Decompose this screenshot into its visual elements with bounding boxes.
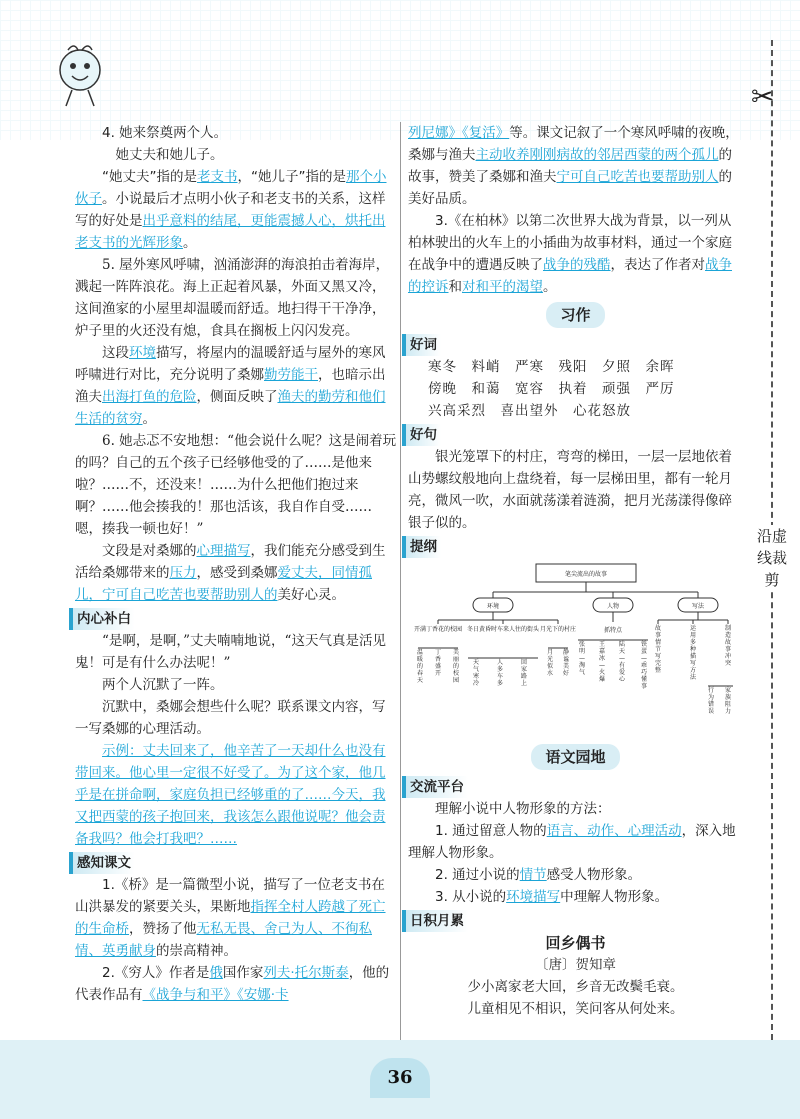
q5-quote: 5. 屋外寒风呼啸，汹涌澎湃的海浪拍击着海岸，溅起一阵阵浪花。海上正起着风暴，外面又黑又冷，这间渔家的小屋里却温暖而舒适。地扫得干干净净，炉子里的火还没有熄，食具在搁板上闪闪发亮。 — [75, 257, 390, 339]
poem-line: 儿童相见不相识，笑问客从何处来。 — [467, 1001, 684, 1017]
q4-answer: “她丈夫”指的是老支书，“她儿子”指的是那个小伙子。小说最后才点明小伙子和老支书的关系，这样写的好处是出乎意料的结尾，更能震撼人心，烘托出老支书的光辉形象。 — [75, 169, 387, 251]
outline-label-pc: 陆天—有爱心 — [618, 641, 626, 683]
section-inner-heading: 内心补白 — [69, 608, 135, 630]
words-line: 傍晚 和蔼 宽容 执着 顽强 严厉 — [428, 381, 675, 397]
header-grid-background — [0, 0, 800, 140]
outline-label-pd: 铁蛋—乖巧懂事 — [640, 641, 648, 690]
k2-continued: 列尼娜》《复活》等。课文记叙了一个寒风呼啸的夜晚，桑娜与渔夫主动收养刚刚病故的邻居西蒙的两个孤儿的故事，赞美了桑娜和渔夫宁可自己吃苦也要帮助别人的美好品质。 — [408, 125, 739, 207]
section-sentence-heading: 好句 — [402, 424, 441, 446]
cartoon-logo-icon — [50, 42, 110, 112]
scissors-icon: ✂ — [751, 80, 775, 113]
outline-node-method: 写法 — [691, 603, 705, 610]
outline-env-2: 冬日黄昏时车来人往的街头 — [466, 626, 540, 633]
right-column — [408, 122, 743, 1020]
outline-node-env: 环境 — [486, 603, 500, 610]
section-write-heading: 习作 — [408, 302, 743, 328]
left-column — [75, 122, 397, 1006]
outline-label-e1c: 美丽的校园 — [452, 649, 460, 684]
exchange-3: 3. 从小说的环境描写中理解人物形象。 — [435, 889, 669, 905]
outline-label-e3b: 静谧美好 — [562, 649, 570, 677]
good-words-list — [408, 356, 743, 422]
outline-env-1: 开满丁香花的校园 — [413, 626, 463, 633]
outline-node-person: 人物 — [606, 603, 620, 610]
outline-label-e2b: 人多车多 — [496, 659, 504, 687]
section-words-heading: 好词 — [402, 334, 441, 356]
outline-env-3: 月光下的村庄 — [539, 626, 577, 633]
words-line: 寒冬 料峭 严寒 残阳 夕照 余晖 — [428, 359, 675, 375]
inner-question: 沉默中，桑娜会想些什么呢？联系课文内容，写一写桑娜的心理活动。 — [75, 699, 386, 737]
exchange-2: 2. 通过小说的情节感受人物形象。 — [435, 867, 642, 883]
section-daily-heading: 日积月累 — [402, 910, 468, 932]
exchange-intro: 理解小说中人物形象的方法： — [435, 801, 611, 817]
section-exchange-heading: 交流平台 — [402, 776, 468, 798]
outline-label-e1a: 温暖的春天 — [416, 649, 424, 684]
q5-answer: 这段环境描写，将屋内的温暖舒适与屋外的寒风呼啸进行对比，充分说明了桑娜勤劳能干，也暗示出渔夫出海打鱼的危险，侧面反映了渔夫的勤劳和他们生活的贫穷。 — [75, 345, 386, 427]
poem-line: 少小离家老大回，乡音无改鬓毛衰。 — [467, 979, 684, 995]
q6-quote: 6. 她忐忑不安地想：“他会说什么呢？这是闹着玩的吗？自己的五个孩子已经够他受的了……是他来啦？……不，还没来！……为什么把他们抱过来啊？……他会揍我的！那也活该，我自作自受……嗯，揍我一顿也好！” — [75, 433, 397, 537]
outline-label-m2: 运用多种描写方法 — [689, 625, 697, 681]
section-outline-heading: 提纲 — [402, 536, 441, 558]
q6-answer: 文段是对桑娜的心理描写，我们能充分感受到生活给桑娜带来的压力，感受到桑娜爱丈夫，同情孤儿，宁可自己吃苦也要帮助别人的美好心灵。 — [75, 543, 386, 603]
outline-label-e3a: 月光似水 — [546, 649, 554, 677]
outline-label-m3: 制造故事冲突 — [724, 625, 732, 667]
outline-label-mc1: 行为错误 — [707, 687, 715, 715]
outline-label-e1b: 丁香盛开 — [434, 649, 442, 677]
k1-answer: 1.《桥》是一篇微型小说，描写了一位老支书在山洪暴发的紧要关头，果断地指挥全村人跨越了死亡的生命桥，赞扬了他无私无畏、舍己为人、不徇私情、英勇献身的崇高精神。 — [75, 877, 386, 959]
q4-sub: 她丈夫和她儿子。 — [115, 147, 224, 163]
page-number: 36 — [370, 1058, 430, 1098]
inner-quote: “是啊，是啊，”丈夫喃喃地说，“这天气真是活见鬼！可是有什么办法呢！” — [75, 633, 386, 671]
q4-head: 4. 她来祭奠两个人。 — [102, 125, 228, 141]
outline-label-mc2: 家族阻力 — [724, 687, 732, 715]
words-line: 兴高采烈 喜出望外 心花怒放 — [428, 403, 631, 419]
exchange-1: 1. 通过留意人物的语言、动作、心理活动，深入地理解人物形象。 — [408, 823, 736, 861]
inner-answer: 示例：丈夫回来了，他辛苦了一天却什么也没有带回来。他心里一定很不好受了。为了这个家，他几乎是在拼命啊，家庭负担已经够重的了……今天，我又把西蒙的孩子抱回来，我该怎么跟他说呢？他会责备我吗？他会打我吧？…… — [75, 743, 386, 847]
outline-label-m1: 故事情节写完整 — [654, 625, 662, 674]
cut-hint-text: 沿虚线裁剪 — [757, 527, 788, 589]
outline-person-trait: 抓特点 — [603, 627, 623, 634]
k2-answer: 2.《穷人》作者是俄国作家列夫·托尔斯泰，他的代表作品有《战争与和平》《安娜·卡 — [75, 965, 390, 1003]
section-garden-heading: 语文园地 — [408, 744, 743, 770]
outline-label-e2a: 天气寒冷 — [472, 659, 480, 687]
outline-label-pa: 张明—淘气 — [578, 641, 586, 676]
poem-title: 回乡偶书 — [545, 934, 606, 952]
outline-diagram — [408, 558, 743, 738]
column-divider — [400, 122, 401, 1040]
outline-root: 笔尖流出的故事 — [564, 571, 608, 578]
poem-author: 〔唐〕贺知章 — [535, 957, 616, 973]
inner-quote2: 两个人沉默了一阵。 — [102, 677, 224, 693]
good-sentence: 银光笼罩下的村庄，弯弯的梯田，一层一层地依着山势螺纹般地向上盘绕着，每一层梯田里，都有一轮月亮，微风一吹，水面就荡漾着涟漪，把月光荡漾得像碎银子似的。 — [408, 449, 732, 531]
outline-label-pb: 王嘉冰—火爆 — [598, 641, 606, 683]
section-know-heading: 感知课文 — [69, 852, 135, 874]
outline-label-e2c: 回家路上 — [520, 659, 528, 687]
k3-answer: 3.《在柏林》以第二次世界大战为背景，以一列从柏林驶出的火车上的小插曲为故事材料，通过一个家庭在战争中的遭遇反映了战争的残酷，表达了作者对战争的控诉和对和平的渴望。 — [408, 213, 732, 295]
